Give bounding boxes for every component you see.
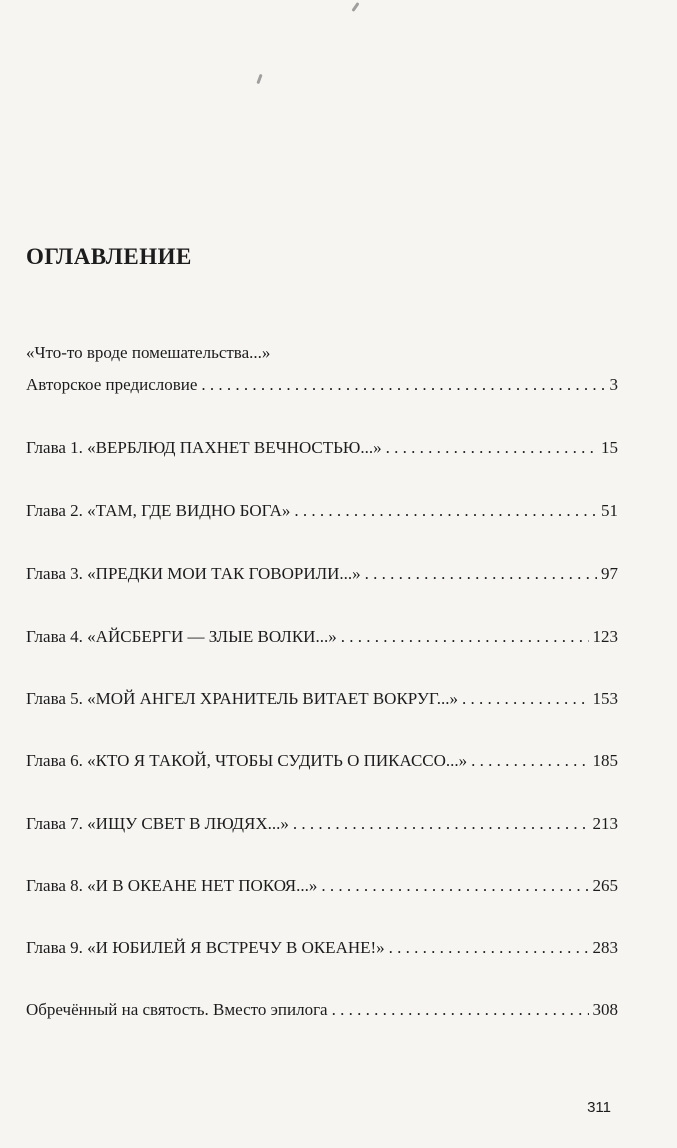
toc-entry-page: 153 [592, 689, 618, 708]
toc-entry-page: 213 [592, 814, 618, 833]
ink-speck [351, 2, 359, 12]
toc-entry-title: Обречённый на святость. Вместо эпилога [26, 1000, 328, 1019]
dot-leader [201, 374, 605, 396]
toc-entry-chapter-2 [26, 500, 618, 522]
toc-entry-title: Авторское предисловие [26, 375, 198, 394]
dot-leader [365, 563, 597, 585]
dot-leader [386, 437, 597, 459]
toc-entry-chapter-9 [26, 937, 618, 959]
dot-leader [389, 937, 589, 959]
toc-entry-title: Глава 1. «ВЕРБЛЮД ПАХНЕТ ВЕЧНОСТЬЮ...» [26, 438, 382, 457]
toc-entry-title: Глава 2. «ТАМ, ГДЕ ВИДНО БОГА» [26, 501, 291, 520]
page-number: 311 [587, 1099, 611, 1116]
toc-entry-title: Глава 9. «И ЮБИЛЕЙ Я ВСТРЕЧУ В ОКЕАНЕ!» [26, 938, 385, 957]
toc-entry-chapter-8 [26, 875, 618, 897]
toc-entry-chapter-7 [26, 813, 618, 835]
dot-leader [471, 750, 588, 772]
toc-entry-page: 51 [601, 501, 618, 520]
toc-entry-title: Глава 7. «ИЩУ СВЕТ В ЛЮДЯХ...» [26, 814, 289, 833]
toc-entry-page: 123 [592, 627, 618, 646]
toc-entry-title: Глава 8. «И В ОКЕАНЕ НЕТ ПОКОЯ...» [26, 876, 318, 895]
toc-entry-page: 265 [592, 876, 618, 895]
toc-entry-epilogue [26, 999, 618, 1021]
toc-entry-title: Глава 3. «ПРЕДКИ МОИ ТАК ГОВОРИЛИ...» [26, 564, 361, 583]
toc-entry-page: 15 [601, 438, 618, 457]
toc-entry-chapter-6 [26, 750, 618, 772]
dot-leader [294, 500, 597, 522]
dot-leader [321, 875, 588, 897]
toc-entry-title: Глава 4. «АЙСБЕРГИ — ЗЛЫЕ ВОЛКИ...» [26, 627, 337, 646]
toc-entry-chapter-4 [26, 626, 618, 648]
toc-entry-page: 97 [601, 564, 618, 583]
toc-entry-chapter-3 [26, 563, 618, 585]
preface-title-line1: «Что-то вроде помешательства...» [26, 343, 271, 362]
ink-speck [256, 74, 262, 84]
toc-entry-chapter-1 [26, 437, 618, 459]
dot-leader [293, 813, 589, 835]
toc-entry-page: 3 [609, 375, 618, 394]
toc-entry-title: Глава 6. «КТО Я ТАКОЙ, ЧТОБЫ СУДИТЬ О ПИКАССО...» [26, 751, 468, 770]
dot-leader [462, 688, 588, 710]
toc-entry-title: Глава 5. «МОЙ АНГЕЛ ХРАНИТЕЛЬ ВИТАЕТ ВОКРУГ...» [26, 689, 459, 708]
dot-leader [332, 999, 589, 1021]
toc-entry-page: 308 [592, 1000, 618, 1019]
toc-entry-page: 283 [592, 938, 618, 957]
toc-entry-preface [26, 374, 618, 396]
toc-heading: ОГЛАВЛЕНИЕ [26, 244, 192, 269]
toc-entry-chapter-5 [26, 688, 618, 710]
toc-entry-page: 185 [592, 751, 618, 770]
dot-leader [341, 626, 589, 648]
